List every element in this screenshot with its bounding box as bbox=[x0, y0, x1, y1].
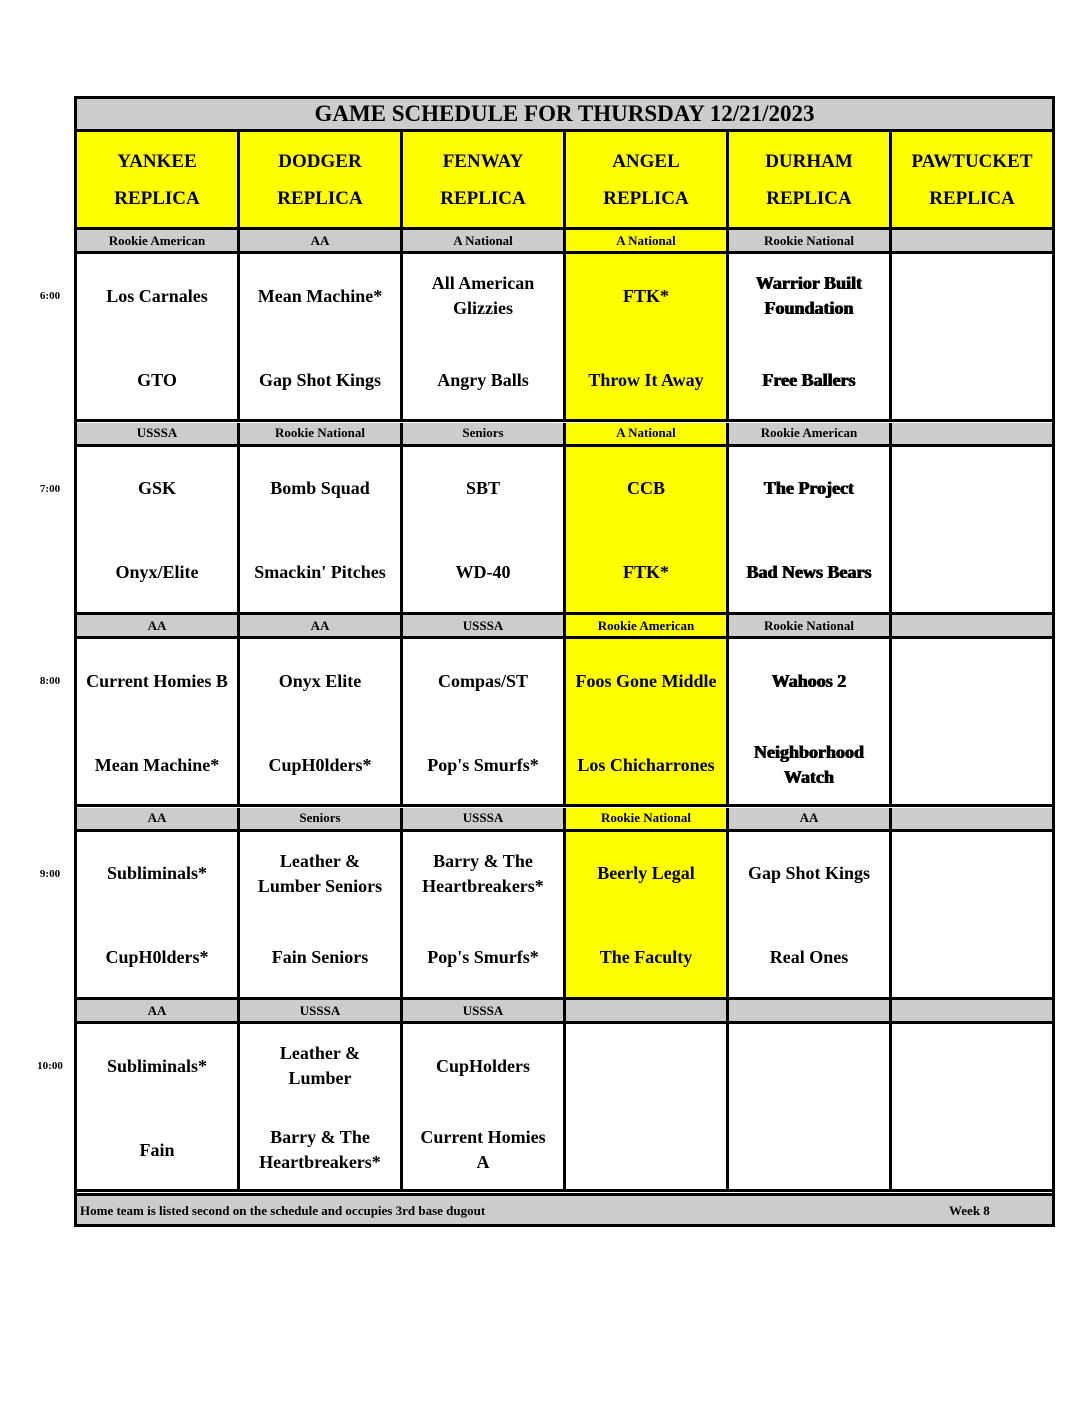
home-team: FTK* bbox=[622, 562, 669, 582]
game-cell bbox=[729, 832, 892, 997]
away-team: Warrior Built Foundation bbox=[755, 273, 863, 318]
field-subtitle: REPLICA bbox=[277, 187, 363, 209]
division-label: USSSA bbox=[403, 1000, 566, 1021]
away-team bbox=[892, 268, 1052, 324]
game-cell bbox=[240, 1024, 403, 1189]
away-team: Mean Machine* bbox=[257, 285, 383, 306]
division-label: A National bbox=[566, 230, 729, 251]
field-header-4 bbox=[729, 132, 892, 227]
away-team bbox=[892, 1038, 1052, 1094]
game-cell bbox=[892, 447, 1052, 612]
division-label bbox=[892, 615, 1052, 636]
slot-block bbox=[77, 230, 1052, 422]
home-team: Neighborhood Watch bbox=[753, 742, 865, 787]
slot-block bbox=[77, 808, 1052, 1000]
away-team: FTK* bbox=[622, 285, 669, 306]
game-cell bbox=[77, 447, 240, 612]
home-team: Angry Balls bbox=[437, 369, 529, 390]
home-team: CupH0lders* bbox=[268, 754, 372, 775]
away-team: All American Glizzies bbox=[431, 273, 535, 318]
home-team: The Faculty bbox=[599, 947, 693, 967]
game-cell bbox=[892, 1024, 1052, 1189]
home-team bbox=[729, 1122, 889, 1178]
division-label: AA bbox=[729, 808, 892, 829]
game-cell bbox=[566, 639, 729, 804]
home-team: Current Homies A bbox=[420, 1127, 546, 1172]
division-row bbox=[77, 615, 1052, 639]
away-team: Compas/ST bbox=[437, 670, 529, 691]
slot-block bbox=[77, 423, 1052, 615]
game-cell bbox=[403, 639, 566, 804]
division-label bbox=[892, 1000, 1052, 1021]
home-team bbox=[892, 545, 1052, 601]
division-label: Seniors bbox=[403, 423, 566, 444]
game-cell bbox=[566, 447, 729, 612]
away-team: Leather & Lumber Seniors bbox=[257, 850, 383, 896]
slot-block bbox=[77, 615, 1052, 807]
division-label: Rookie National bbox=[729, 615, 892, 636]
schedule-title: GAME SCHEDULE FOR THURSDAY 12/21/2023 bbox=[77, 99, 1052, 132]
division-label: AA bbox=[77, 615, 240, 636]
division-label: AA bbox=[77, 1000, 240, 1021]
away-team: Wahoos 2 bbox=[771, 670, 847, 691]
game-cell bbox=[403, 447, 566, 612]
game-cell bbox=[566, 832, 729, 997]
home-team: Mean Machine* bbox=[94, 754, 220, 775]
time-label: 8:00 bbox=[39, 675, 61, 687]
division-label: A National bbox=[403, 230, 566, 251]
division-label: USSSA bbox=[77, 423, 240, 444]
away-team: Barry & The Heartbreakers* bbox=[422, 850, 544, 896]
field-header-0 bbox=[77, 132, 240, 227]
home-team: Pop's Smurfs* bbox=[427, 754, 539, 775]
home-team: Free Ballers bbox=[762, 369, 856, 390]
home-team: Real Ones bbox=[769, 947, 849, 967]
home-team: Pop's Smurfs* bbox=[427, 947, 539, 967]
week-label: Week 8 bbox=[949, 1203, 990, 1218]
away-team: CCB bbox=[626, 478, 665, 498]
field-subtitle: REPLICA bbox=[929, 187, 1015, 209]
away-team: SBT bbox=[465, 478, 501, 498]
division-label: AA bbox=[240, 230, 403, 251]
field-name: YANKEE bbox=[117, 150, 197, 172]
away-team: Current Homies B bbox=[86, 670, 228, 691]
games-row bbox=[77, 447, 1052, 615]
away-team: Onyx Elite bbox=[278, 670, 362, 691]
division-label: USSSA bbox=[403, 808, 566, 829]
field-name: DURHAM bbox=[765, 150, 853, 172]
home-team: Gap Shot Kings bbox=[258, 369, 382, 390]
game-cell bbox=[566, 254, 729, 419]
game-cell bbox=[729, 639, 892, 804]
field-header-row bbox=[77, 132, 1052, 230]
division-label: A National bbox=[566, 423, 729, 444]
time-label: 6:00 bbox=[39, 290, 61, 302]
game-cell bbox=[729, 1024, 892, 1189]
away-team bbox=[892, 461, 1052, 517]
field-subtitle: REPLICA bbox=[603, 187, 689, 209]
division-row bbox=[77, 808, 1052, 832]
field-header-1 bbox=[240, 132, 403, 227]
field-header-2 bbox=[403, 132, 566, 227]
division-label: AA bbox=[77, 808, 240, 829]
game-cell bbox=[77, 639, 240, 804]
game-cell bbox=[403, 254, 566, 419]
away-team: Subliminals* bbox=[106, 863, 208, 883]
division-row bbox=[77, 423, 1052, 447]
game-cell bbox=[240, 447, 403, 612]
division-label bbox=[566, 1000, 729, 1021]
away-team: Beerly Legal bbox=[597, 863, 695, 883]
game-cell bbox=[240, 639, 403, 804]
game-cell bbox=[77, 832, 240, 997]
field-name: ANGEL bbox=[612, 150, 680, 172]
game-cell bbox=[729, 447, 892, 612]
away-team: Gap Shot Kings bbox=[747, 863, 871, 883]
games-row bbox=[77, 1024, 1052, 1192]
game-cell bbox=[566, 1024, 729, 1189]
home-team bbox=[566, 1122, 726, 1178]
footer-note: Home team is listed second on the schedule and occupies 3rd base dugout bbox=[80, 1203, 486, 1218]
games-row bbox=[77, 254, 1052, 422]
field-name: PAWTUCKET bbox=[911, 150, 1033, 172]
slot-block bbox=[77, 1000, 1052, 1192]
away-team: Bomb Squad bbox=[270, 478, 370, 498]
schedule-table bbox=[74, 96, 1055, 1227]
game-cell bbox=[240, 832, 403, 997]
division-row bbox=[77, 230, 1052, 254]
field-header-5 bbox=[892, 132, 1052, 227]
time-label: 7:00 bbox=[39, 482, 61, 495]
game-cell bbox=[403, 1024, 566, 1189]
game-cell bbox=[729, 254, 892, 419]
field-header-3 bbox=[566, 132, 729, 227]
home-team: GTO bbox=[137, 369, 177, 390]
away-team: The Project bbox=[763, 478, 855, 498]
home-team bbox=[892, 352, 1052, 408]
division-label: AA bbox=[240, 615, 403, 636]
field-name: DODGER bbox=[278, 150, 362, 172]
division-label: USSSA bbox=[403, 615, 566, 636]
home-team: Fain Seniors bbox=[271, 947, 369, 967]
division-label: Rookie National bbox=[566, 808, 729, 829]
away-team: CupHolders bbox=[435, 1055, 531, 1076]
division-label bbox=[892, 230, 1052, 251]
games-row bbox=[77, 832, 1052, 1000]
away-team bbox=[566, 1038, 726, 1094]
home-team bbox=[892, 1122, 1052, 1178]
game-cell bbox=[77, 1024, 240, 1189]
away-team: Los Carnales bbox=[106, 285, 208, 306]
field-subtitle: REPLICA bbox=[114, 187, 200, 209]
field-subtitle: REPLICA bbox=[440, 187, 526, 209]
game-cell bbox=[892, 832, 1052, 997]
home-team: Los Chicharrones bbox=[577, 754, 715, 775]
away-team: Leather & Lumber bbox=[279, 1043, 361, 1088]
away-team bbox=[892, 846, 1052, 902]
home-team: Onyx/Elite bbox=[115, 562, 199, 582]
field-subtitle: REPLICA bbox=[766, 187, 852, 209]
division-row bbox=[77, 1000, 1052, 1024]
division-label: Rookie American bbox=[77, 230, 240, 251]
home-team: Bad News Bears bbox=[746, 562, 872, 582]
division-label bbox=[892, 423, 1052, 444]
field-name: FENWAY bbox=[442, 150, 524, 172]
time-label: 9:00 bbox=[39, 867, 61, 880]
division-label bbox=[729, 1000, 892, 1021]
game-cell bbox=[240, 254, 403, 419]
time-label: 10:00 bbox=[37, 1060, 63, 1072]
division-label: Rookie National bbox=[240, 423, 403, 444]
game-cell bbox=[892, 254, 1052, 419]
game-cell bbox=[77, 254, 240, 419]
away-team bbox=[729, 1038, 889, 1094]
footer-bar bbox=[77, 1193, 1052, 1224]
home-team: Fain bbox=[139, 1139, 175, 1160]
away-team: Subliminals* bbox=[106, 1055, 208, 1076]
division-label: Rookie American bbox=[729, 423, 892, 444]
home-team: Smackin' Pitches bbox=[254, 562, 386, 582]
games-row bbox=[77, 639, 1052, 807]
game-cell bbox=[892, 639, 1052, 804]
home-team bbox=[892, 737, 1052, 793]
home-team bbox=[892, 930, 1052, 986]
home-team: CupH0lders* bbox=[105, 947, 209, 967]
division-label: USSSA bbox=[240, 1000, 403, 1021]
home-team: Throw It Away bbox=[588, 369, 704, 390]
game-cell bbox=[403, 832, 566, 997]
home-team: WD-40 bbox=[455, 562, 511, 582]
away-team: GSK bbox=[137, 478, 176, 498]
division-label: Seniors bbox=[240, 808, 403, 829]
home-team: Barry & The Heartbreakers* bbox=[259, 1127, 381, 1172]
away-team bbox=[892, 653, 1052, 709]
division-label: Rookie American bbox=[566, 615, 729, 636]
away-team: Foos Gone Middle bbox=[575, 670, 717, 691]
division-label: Rookie National bbox=[729, 230, 892, 251]
division-label bbox=[892, 808, 1052, 829]
